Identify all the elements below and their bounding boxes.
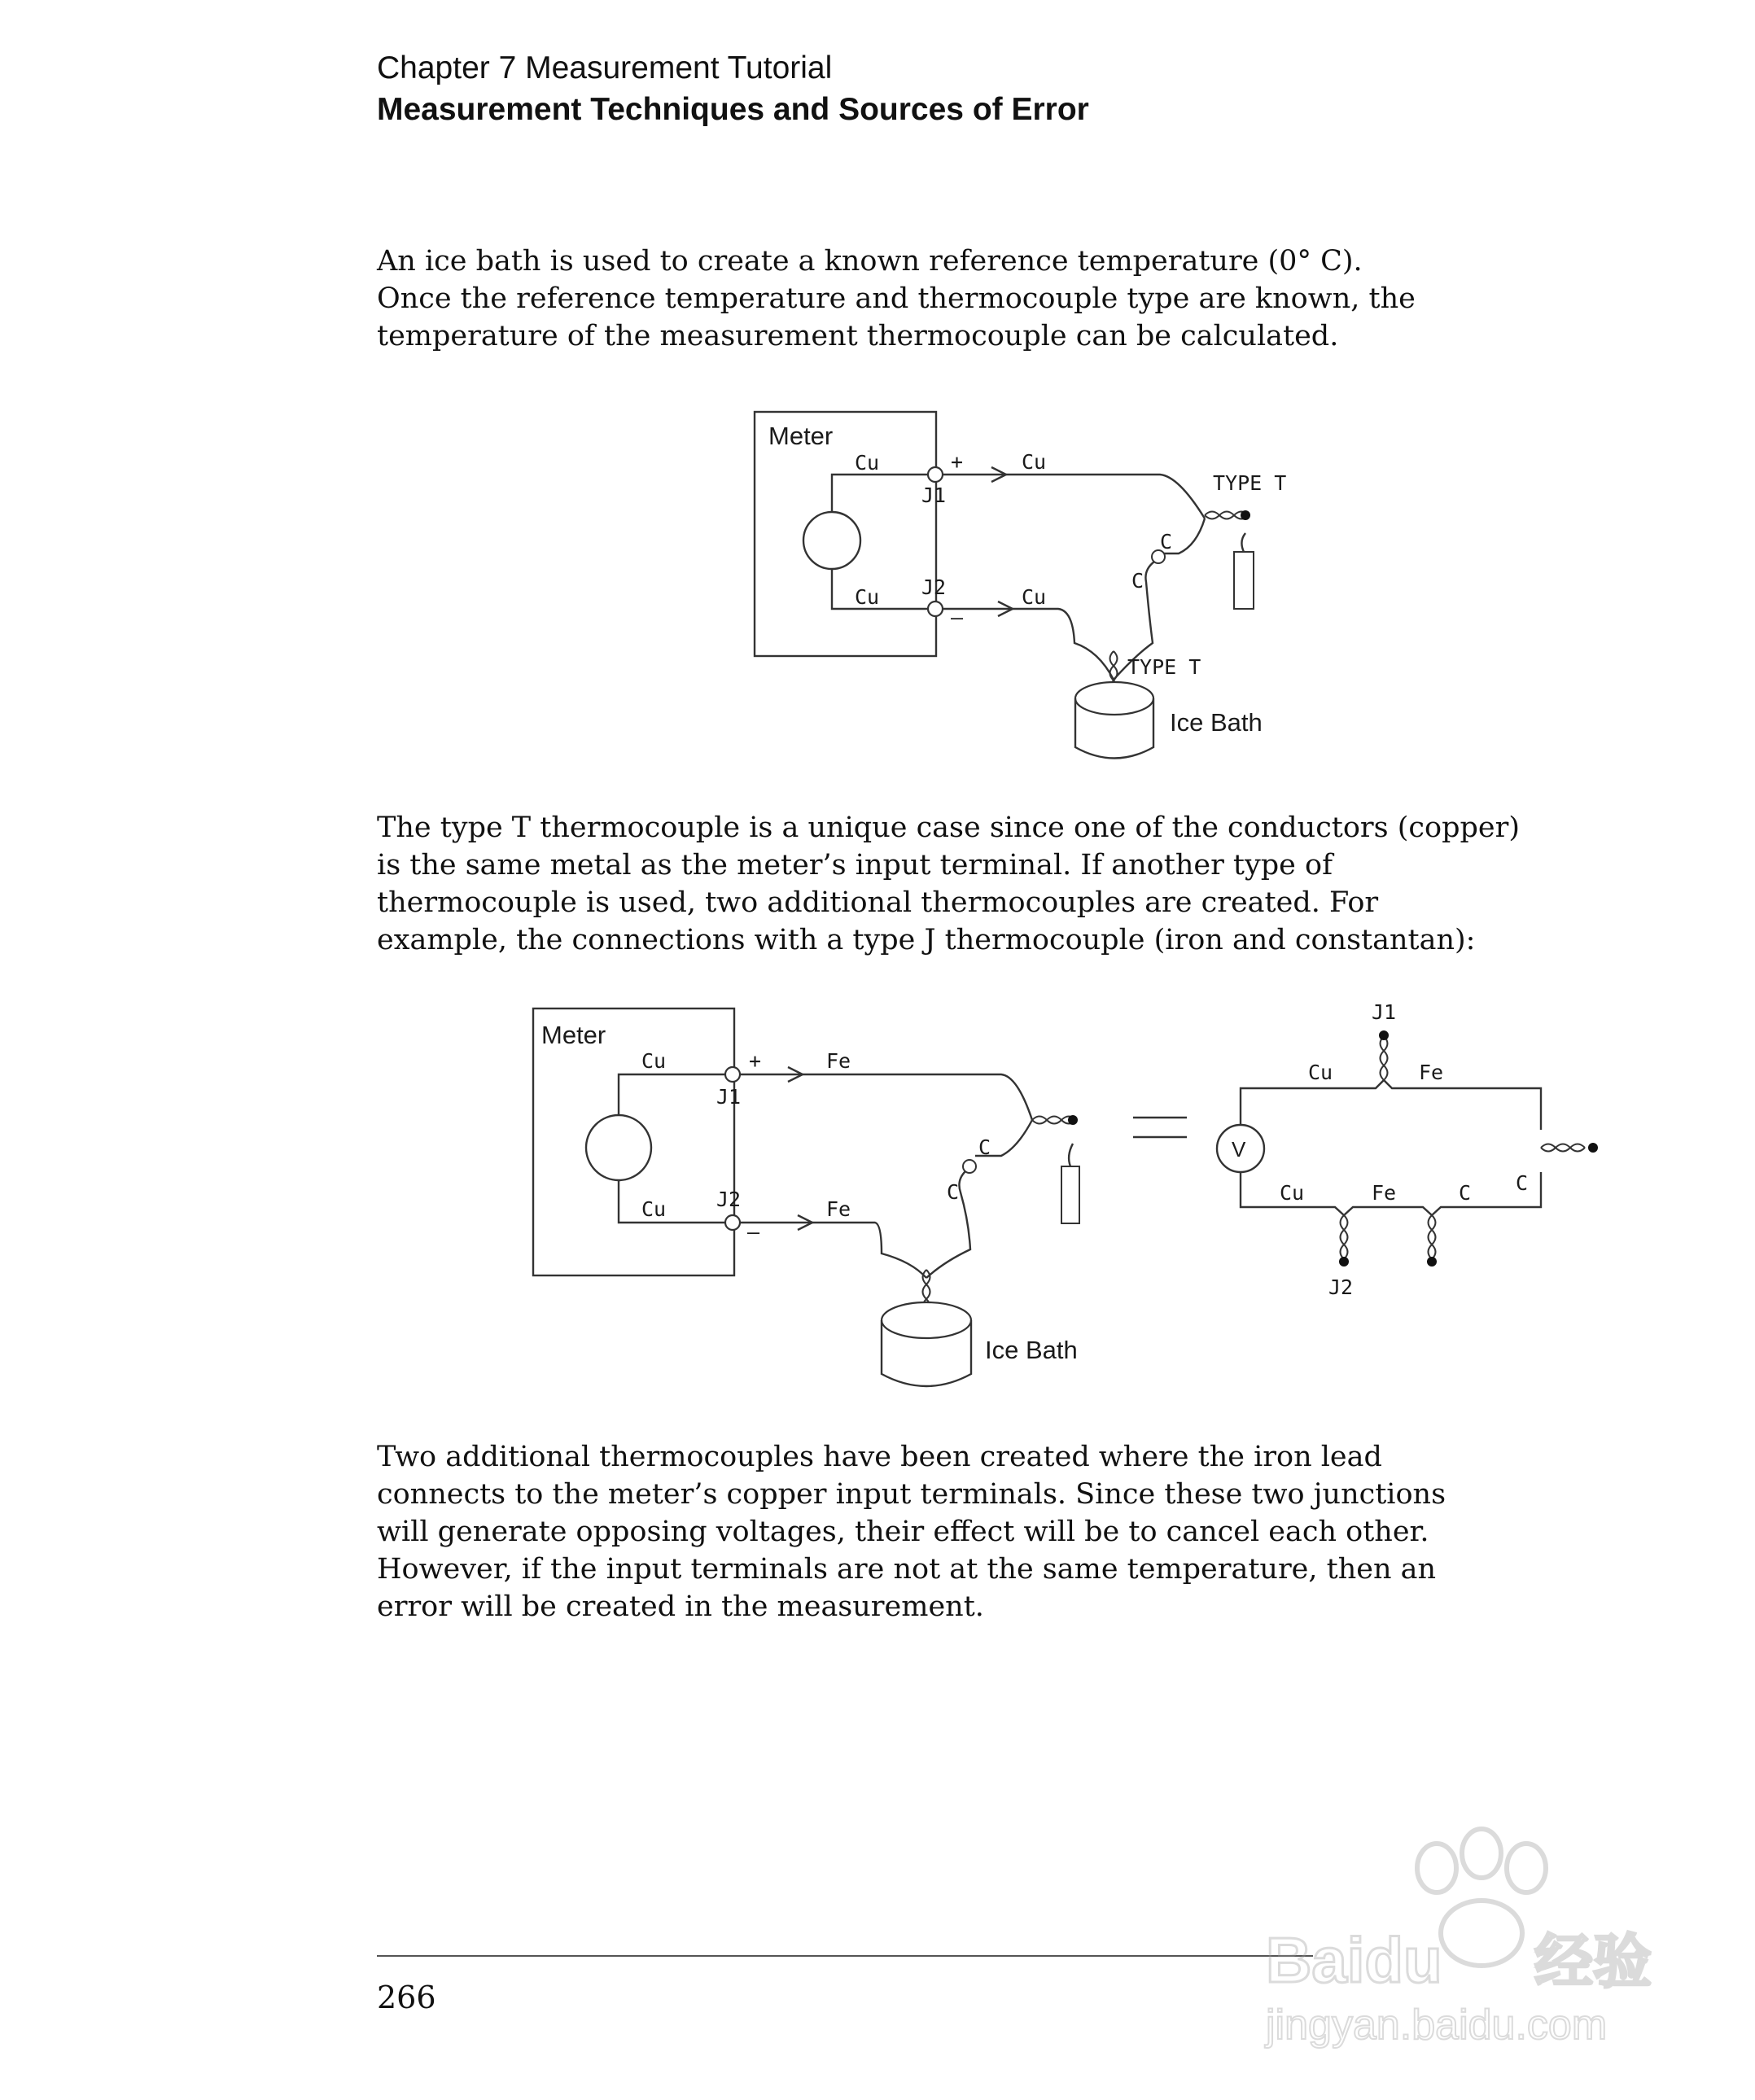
- wire-label: Fe: [826, 1049, 851, 1073]
- ice-bath-icon: [1075, 682, 1153, 715]
- ice-bath-label: Ice Bath: [1170, 708, 1263, 737]
- ice-bath-label: Ice Bath: [985, 1336, 1078, 1364]
- footer-rule: [377, 1955, 1313, 1957]
- wire: [943, 475, 1205, 518]
- voltmeter-label: V: [1232, 1137, 1246, 1162]
- meter-label: Meter: [541, 1021, 606, 1049]
- wire-label: Cu: [641, 1197, 667, 1221]
- wire-label: C: [978, 1135, 991, 1159]
- wire-label: C: [1131, 569, 1144, 593]
- text-line: Once the reference temperature and thermocouple type are known, the: [377, 282, 1416, 315]
- wire: [740, 1074, 1032, 1120]
- wire-label: C: [1160, 530, 1173, 553]
- watermark-brand: Baidu: [1266, 1924, 1442, 1996]
- thermocouple-junction-icon: [1541, 1144, 1585, 1152]
- junction-label: J1: [921, 483, 947, 507]
- junction-label: J2: [716, 1188, 742, 1211]
- text-line: temperature of the measurement thermocouple can be calculated.: [377, 320, 1339, 352]
- wire: [943, 609, 1114, 680]
- text-line: thermocouple is used, two additional thermocouples are created. For: [377, 886, 1379, 919]
- junction-dot: [1379, 1030, 1389, 1040]
- wire-label: Fe: [1419, 1061, 1444, 1084]
- figure-type-j-circuit: [533, 1000, 1598, 1386]
- text-line: An ice bath is used to create a known reference temperature (0° C).: [377, 245, 1363, 278]
- polarity-plus: +: [951, 450, 964, 474]
- section-title: Measurement Techniques and Sources of Error: [377, 92, 1089, 127]
- candle-icon: [1061, 1166, 1079, 1223]
- wire-label: Cu: [1280, 1181, 1305, 1205]
- wire-label: C: [1516, 1171, 1529, 1195]
- text-line: is the same metal as the meter’s input terminal. If another type of: [377, 849, 1333, 882]
- terminal-j2: [928, 602, 943, 616]
- wire-label: Cu: [855, 451, 880, 475]
- figure-type-t-circuit: [755, 412, 1286, 759]
- junction-label: J2: [921, 575, 947, 599]
- thermocouple-type-label: TYPE T: [1127, 655, 1201, 679]
- polarity-plus: +: [749, 1049, 762, 1073]
- wire: [1241, 1080, 1541, 1130]
- text-line: Two additional thermocouples have been created where the iron lead: [377, 1441, 1382, 1473]
- junction-dot: [1241, 510, 1250, 520]
- wire-label: C: [1459, 1181, 1472, 1205]
- junction-label: J2: [1328, 1275, 1354, 1299]
- junction-label: J1: [1372, 1000, 1397, 1024]
- junction-label: J1: [716, 1085, 742, 1109]
- terminal-j1: [928, 467, 943, 482]
- thermocouple-type-label: TYPE T: [1213, 471, 1287, 495]
- text-line: example, the connections with a type J thermocouple (iron and constantan):: [377, 924, 1476, 956]
- text-line: connects to the meter’s copper input terminals. Since these two junctions: [377, 1478, 1446, 1511]
- junction-dot: [1427, 1257, 1437, 1267]
- voltmeter-symbol: [586, 1115, 651, 1180]
- wire-label: Fe: [1372, 1181, 1397, 1205]
- wire-label: Cu: [1308, 1061, 1333, 1084]
- junction-dot: [1068, 1115, 1078, 1125]
- chapter-title: Chapter 7 Measurement Tutorial: [377, 50, 833, 85]
- thermocouple-junction-icon: [1341, 1215, 1348, 1259]
- text-line: The type T thermocouple is a unique case since one of the conductors (copper): [377, 812, 1520, 844]
- text-line: will generate opposing voltages, their effect will be to cancel each other.: [377, 1516, 1429, 1548]
- thermocouple-junction-icon: [1429, 1215, 1436, 1259]
- page-number: 266: [377, 1980, 436, 2015]
- baidu-watermark: [1258, 1819, 1681, 2063]
- wire: [740, 1223, 926, 1278]
- polarity-minus: –: [747, 1220, 760, 1244]
- watermark-cn: 经验: [1534, 1927, 1652, 1996]
- watermark-url: jingyan.baidu.com: [1266, 2002, 1608, 2049]
- wire-label: C: [947, 1180, 960, 1204]
- flame-icon: [1241, 533, 1245, 552]
- meter-label: Meter: [768, 422, 834, 450]
- voltmeter-symbol: [803, 512, 860, 569]
- wire: [832, 569, 927, 609]
- polarity-minus: –: [951, 606, 964, 629]
- junction-dot: [1339, 1257, 1349, 1267]
- flame-icon: [1069, 1144, 1073, 1166]
- text-line: error will be created in the measurement.: [377, 1590, 984, 1623]
- junction-dot: [1588, 1143, 1598, 1153]
- thermocouple-junction-icon: [1381, 1036, 1388, 1080]
- wire-label: Fe: [826, 1197, 851, 1221]
- terminal-j2: [725, 1215, 740, 1230]
- wire: [619, 1074, 725, 1115]
- wire: [832, 475, 927, 512]
- text-line: However, if the input terminals are not at the same temperature, then an: [377, 1553, 1437, 1586]
- wire-label: Cu: [641, 1049, 667, 1073]
- ice-bath-icon: [882, 1302, 971, 1338]
- wire-label: Cu: [1022, 585, 1047, 609]
- wire-label: Cu: [1022, 450, 1047, 474]
- candle-icon: [1234, 552, 1254, 609]
- terminal-j1: [725, 1067, 740, 1082]
- wire: [619, 1180, 725, 1223]
- wire-label: Cu: [855, 585, 880, 609]
